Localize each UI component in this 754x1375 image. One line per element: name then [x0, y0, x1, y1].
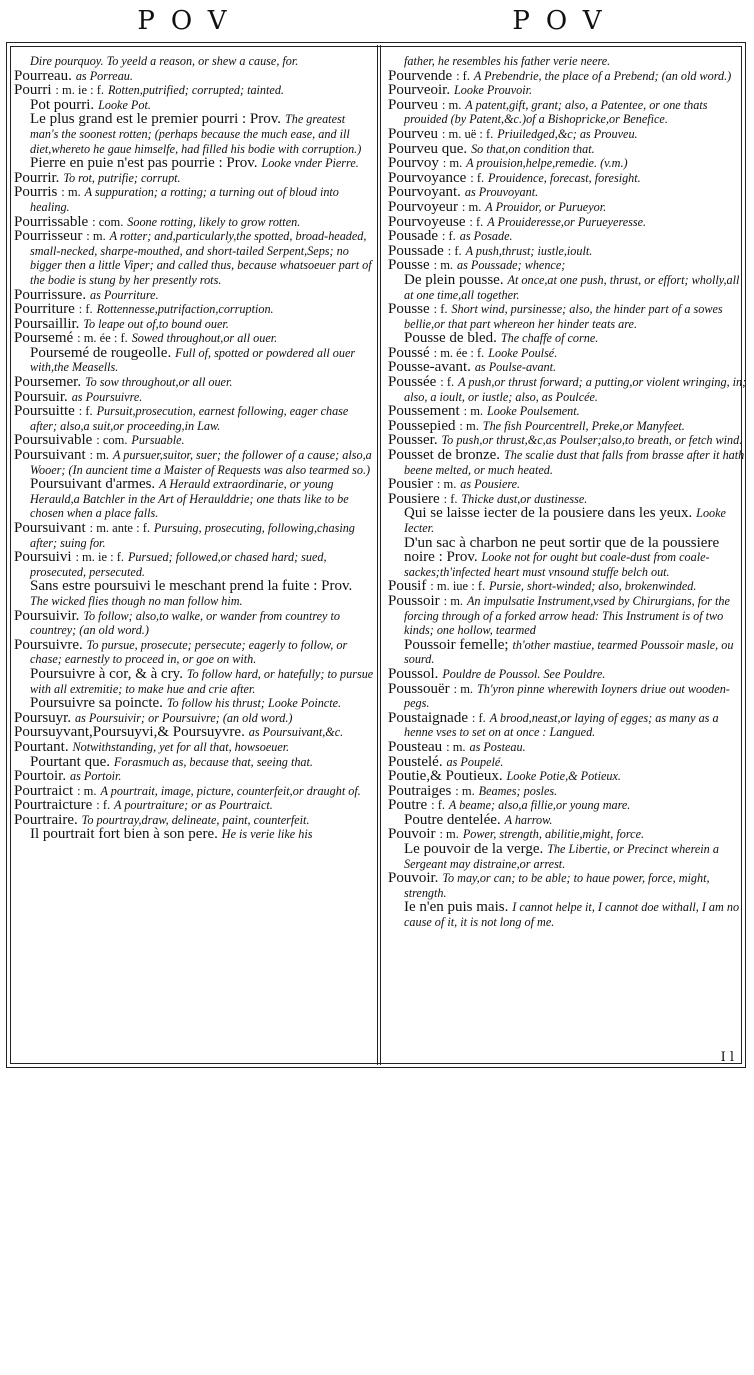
grammar-note: : f. [440, 375, 455, 390]
headword: Pourrissure. [14, 286, 87, 303]
dictionary-entry [388, 506, 748, 535]
headword: Pourriture [14, 301, 75, 318]
english-definition: The fish Pourcentrell, Preke,or Manyfeet. [482, 418, 685, 433]
english-definition: as Poupelé. [446, 754, 504, 769]
english-definition: Looke Pot. [98, 97, 151, 112]
grammar-note: : m. [436, 477, 457, 492]
english-definition: A Herauld extraordinarie, or young Herauld,a Batchler in the Art of Heraulddrie; one thats like to be chosen when a place falls. [30, 477, 349, 521]
headword: Poursuivable [14, 432, 93, 449]
dictionary-entry [388, 83, 748, 98]
dictionary-entry [388, 69, 748, 84]
headword: Pourveu [388, 96, 438, 113]
grammar-note: : m. uë : f. [441, 126, 494, 141]
dictionary-entry [388, 755, 748, 770]
english-definition: as Poursuivir; or Poursuivre; (an old word.) [75, 710, 293, 725]
grammar-note: : m. ie : f. [55, 83, 105, 98]
english-definition: th'other mastiue, tearmed Poussoir masle, ou sourd. [404, 637, 734, 667]
dictionary-entry [388, 258, 748, 273]
grammar-note: : f. [443, 491, 458, 506]
english-definition: To follow hard, or hatefully; to pursue with all extremitie; to make hue and crie after. [30, 666, 374, 696]
headword: Pourtraire. [14, 811, 78, 828]
english-definition: A Prouideresse,or Purueyeresse. [487, 214, 647, 229]
grammar-note: : m. [463, 404, 484, 419]
english-definition: To rot, putrifie; corrupt. [63, 170, 181, 185]
headword: Pourtant. [14, 738, 69, 755]
dictionary-entry [388, 477, 748, 492]
dictionary-entry [388, 98, 748, 127]
dictionary-entry [14, 769, 374, 784]
headword: Pourtraicture [14, 797, 93, 814]
grammar-note: : f. [470, 170, 485, 185]
dictionary-entry [14, 696, 374, 711]
headword: De plein pousse. [404, 271, 504, 288]
headword: Pousse [388, 301, 430, 318]
headword: Poussade [388, 242, 444, 259]
english-definition: as Prouvoyant. [464, 185, 539, 200]
headword: Poursuivre. [14, 636, 83, 653]
grammar-note: : m. ante : f. [89, 521, 150, 535]
english-definition: Looke vnder Pierre. [261, 156, 359, 171]
grammar-note: : m. [461, 199, 482, 214]
headword: Pourvoy [388, 155, 439, 172]
headword: Poutre dentelée. [404, 811, 501, 828]
dictionary-entry [14, 69, 374, 84]
dictionary-entry [388, 492, 748, 507]
grammar-note: : m. [61, 185, 81, 200]
english-definition: as Posteau. [469, 739, 526, 754]
english-definition: To sow throughout,or all ouer. [85, 375, 233, 390]
headword: Poursuivi [14, 549, 72, 566]
headword: Poutie,& Poutieux. [388, 768, 503, 785]
english-definition: Pursuable. [131, 433, 185, 448]
dictionary-entry [388, 375, 748, 404]
grammar-note: : m. ée : f. [77, 331, 128, 346]
headword: Pousade [388, 228, 438, 245]
dictionary-entry [14, 784, 374, 799]
dictionary-entry [14, 98, 374, 113]
english-definition: The Libertie, or Precinct wherein a Sergeant may distraine,or arrest. [404, 842, 719, 871]
dictionary-entry [14, 813, 374, 828]
grammar-note: : m. ée : f. [433, 345, 485, 360]
english-definition: Pursuit,prosecution, earnest following, eager chase after; also,a suit,or proceeding,in Law. [30, 404, 349, 433]
headword: Poursuivant [14, 520, 86, 536]
english-definition: A prouision,helpe,remedie. (v.m.) [466, 156, 628, 171]
headword: Pourrisseur [14, 228, 83, 245]
headword: Poussepied [388, 417, 456, 434]
english-definition: Pouldre de Poussol. See Pouldre. [442, 666, 606, 681]
dictionary-entry [388, 448, 748, 477]
grammar-note: : m. [455, 783, 475, 798]
grammar-note: : m. [453, 681, 474, 696]
headword: Pourrissable [14, 213, 89, 230]
headword: Le plus grand est le premier pourri : Prov. [30, 111, 282, 128]
headword: Pourvoyant. [388, 184, 461, 201]
headword: Pourri [14, 82, 52, 99]
headword: Poursuivant [14, 447, 86, 464]
dictionary-entry [388, 579, 748, 594]
headword: Pierre en puie n'est pas pourrie : Prov. [30, 155, 258, 172]
english-definition: A suppuration; a rotting; a turning out of bloud into healing. [30, 185, 339, 214]
headword: Poutraiges [388, 782, 452, 799]
dictionary-entry [14, 609, 374, 638]
dictionary-entry [388, 346, 748, 361]
grammar-note: : f. [78, 404, 93, 419]
headword: Pourvoyeur [388, 198, 458, 215]
grammar-note: : m. [433, 258, 454, 273]
dictionary-entry [388, 711, 748, 740]
headword: Pourvende [388, 67, 453, 84]
dictionary-entry [14, 185, 374, 214]
dictionary-entry [14, 638, 374, 667]
english-definition: Rottennesse,putrifaction,corruption. [96, 302, 274, 317]
headword: Poussoir [388, 592, 440, 609]
right-column [388, 54, 748, 1059]
english-definition: as Poursuivant,&c. [248, 725, 344, 740]
english-definition: He is verie like his [221, 827, 313, 842]
english-definition: A rotter; and,particularly,the spotted, broad-headed, small-necked, sharpe-mouthed, and short-tailed Serpent,Seps; no bigger then a little Viper; and called thus, because whatsoeuer part of the bodie is stung by her presently rots. [30, 229, 372, 287]
dictionary-entry [14, 667, 374, 696]
english-definition: To follow; also,to walke, or wander from countrey to countrey; (an old word.) [30, 608, 340, 638]
left-column [14, 54, 374, 1059]
dictionary-entry [388, 842, 748, 871]
headword: Pourvoyance [388, 169, 467, 186]
grammar-note: : f. [441, 229, 456, 244]
grammar-note: : m. [439, 827, 459, 842]
grammar-note: : f. [96, 798, 111, 813]
grammar-note: : f. [431, 798, 445, 813]
english-definition: as Posade. [459, 229, 513, 244]
dictionary-entry [388, 156, 748, 171]
english-definition: Looke Iecter. [404, 506, 726, 535]
dictionary-entry [14, 579, 374, 608]
grammar-note: : m. iue : f. [430, 579, 486, 594]
headword: Poussol. [388, 665, 439, 682]
headword: Pourveu que. [388, 140, 468, 157]
english-definition: To leape out of,to bound ouer. [83, 316, 229, 331]
dictionary-entry [14, 740, 374, 755]
english-definition: A brood,neast,or laying of egges; as many as a henne vses to set on at once : Langued. [404, 710, 719, 740]
headword: Poursuitte [14, 403, 75, 420]
headword: Pousser. [388, 432, 438, 449]
dictionary-entry [14, 390, 374, 405]
dictionary-entry [388, 740, 748, 755]
headword: Pot pourri. [30, 96, 95, 113]
dictionary-entry [388, 142, 748, 157]
grammar-note: : com. [96, 433, 128, 448]
english-definition: Looke Potie,& Potieux. [506, 769, 621, 784]
dictionary-entry [388, 404, 748, 419]
grammar-note: : m. [77, 783, 97, 798]
grammar-note: : f. [456, 68, 470, 83]
english-definition: Short wind, pursinesse; also, the hinder part of a sowes bellie,or that part whereon her hinder teats are. [404, 302, 723, 331]
grammar-note: : f. [447, 243, 462, 258]
headword: Ie n'en puis mais. [404, 899, 509, 916]
dictionary-entry [14, 288, 374, 303]
english-definition: To push,or thrust,&c,as Poulser;also,to breath, or fetch wind. [441, 433, 743, 448]
dictionary-entry [388, 215, 748, 230]
english-definition: Soone rotting, likely to grow rotten. [127, 214, 301, 229]
grammar-note: : m. ie : f. [75, 550, 125, 565]
dictionary-entry [388, 229, 748, 244]
dictionary-entry [14, 477, 374, 521]
dictionary-entry [388, 769, 748, 784]
dictionary-entry [388, 827, 748, 842]
grammar-note: : m. [442, 156, 463, 171]
grammar-note: : m. [443, 593, 464, 608]
english-definition: A push,or thrust forward; a putting,or violent wringing, in; also, a ioult, or iustle; also, as Poulcée. [404, 375, 747, 404]
dictionary-entry [14, 827, 374, 842]
dictionary-entry [388, 360, 748, 375]
dictionary-entry [388, 200, 748, 215]
grammar-note: : com. [92, 214, 124, 229]
english-definition: Pursie, short-winded; also, brokenwinded. [489, 579, 697, 594]
english-definition: Dire pourquoy. To yeeld a reason, or shew a cause, for. [30, 54, 299, 68]
dictionary-entry [14, 725, 374, 740]
grammar-note: : f. [433, 302, 448, 317]
dictionary-entry [14, 171, 374, 186]
headword: Poutre [388, 797, 428, 814]
headword: Pourtant que. [30, 753, 110, 770]
english-definition: A push,thrust; iustle,ioult. [465, 243, 593, 258]
headword: Poursaillir. [14, 315, 80, 332]
english-definition: Rotten,putrified; corrupted; tainted. [107, 83, 284, 98]
headword: Pouvoir. [388, 870, 439, 887]
headword: Poursemé [14, 330, 74, 347]
headword: Poursemé de rougeolle. [30, 344, 172, 361]
dictionary-entry [14, 798, 374, 813]
english-definition: Th'yron pinne wherewith Ioyners driue out wooden-pegs. [404, 681, 730, 711]
headword: Pourvoyeuse [388, 213, 466, 230]
english-definition: A pourtraiture; or as Pourtraict. [114, 798, 273, 813]
headword: Pourrir. [14, 169, 60, 186]
grammar-note: : m. [441, 97, 462, 112]
english-definition: A pourtrait, image, picture, counterfeit,or draught of. [100, 783, 361, 798]
english-definition: as Pourriture. [90, 287, 159, 302]
dictionary-entry [14, 302, 374, 317]
headword: Poursuyr. [14, 709, 72, 726]
dictionary-entry [14, 215, 374, 230]
headword: Poursuivant d'armes. [30, 476, 156, 493]
dictionary-entry [388, 273, 748, 302]
english-definition: A harrow. [504, 812, 553, 827]
dictionary-entry [388, 871, 748, 900]
dictionary-entry [388, 419, 748, 434]
english-definition: father, he resembles his father verie neere. [404, 54, 611, 68]
english-definition: Looke Prouvoir. [454, 83, 533, 98]
dictionary-entry [14, 83, 374, 98]
dictionary-entry [388, 900, 748, 929]
dictionary-entry [14, 755, 374, 770]
english-definition: I cannot helpe it, I cannot doe withall, I am no cause of it, it is not long of me. [404, 900, 740, 930]
headword: Poussement [388, 403, 460, 420]
headword: Pouvoir [388, 826, 436, 843]
dictionary-entry [14, 112, 374, 156]
dictionary-entry [388, 244, 748, 259]
headword: Pourtraict [14, 782, 74, 799]
headword: Poussouër [388, 680, 450, 697]
headword: Pousiere [388, 490, 440, 507]
dictionary-entry [388, 594, 748, 638]
english-definition: as Porreau. [75, 68, 133, 83]
english-definition: Sowed throughout,or all ouer. [131, 331, 278, 346]
headword: Poursemer. [14, 374, 82, 391]
grammar-note: : m. [89, 448, 110, 463]
dictionary-entry [388, 784, 748, 799]
english-definition: The scalie dust that falls from brasse after it hath beene melted, or much heated. [404, 448, 745, 477]
english-definition: as Poulse-avant. [474, 360, 557, 375]
dictionary-entry [388, 667, 748, 682]
english-definition: To follow his thrust; Looke Poincte. [166, 696, 342, 711]
headword: Pourveu [388, 125, 438, 142]
english-definition: A pursuer,suitor, suer; the follower of a cause; also,a Wooer; (In auncient time a Maister of Requests was also tearmed so.) [30, 448, 372, 477]
dictionary-entry [388, 185, 748, 200]
english-definition: as Pousiere. [460, 477, 521, 492]
english-definition: So that,on condition that. [471, 141, 595, 156]
dictionary-entry [14, 404, 374, 433]
headword: Pousse [388, 257, 430, 274]
dictionary-entry [14, 448, 374, 477]
english-definition: A Prebendrie, the place of a Prebend; (an old word.) [473, 68, 732, 83]
english-definition: Forasmuch as, because that, seeing that. [113, 754, 313, 769]
english-definition: Power, strength, abilitie,might, force. [462, 827, 645, 842]
headword: Poustelé. [388, 753, 443, 770]
headword: Poursuir. [14, 388, 68, 405]
headword: Poursuivre sa poincte. [30, 695, 163, 712]
headword: Pousteau [388, 738, 443, 755]
headword: Poursuivre à cor, & à cry. [30, 665, 183, 682]
headword: Poursuyvant,Poursuyvi,& Poursuyvre. [14, 724, 245, 741]
headword: Pousier [388, 476, 433, 493]
english-definition: as Portoir. [70, 769, 122, 784]
english-definition: The greatest man's the soonest rotten; (perhaps because the much ease, and ill diet,whereto he gaue himselfe, had filled his bodie with corruption.) [30, 112, 362, 156]
english-definition: Beames; posles. [478, 783, 558, 798]
dictionary-entry [14, 375, 374, 390]
dictionary-entry [14, 711, 374, 726]
english-definition: To pursue, prosecute; persecute; eagerly to follow, or chase; earnestly to proceed in, or goe on with. [30, 637, 348, 667]
english-definition: Pursuing, prosecuting, following,chasing after; suing for. [30, 521, 355, 550]
dictionary-entry [388, 536, 748, 580]
dictionary-entry [388, 331, 748, 346]
english-definition: Looke Poulsement. [486, 404, 580, 419]
dictionary-entry [14, 550, 374, 579]
english-definition: The wicked flies though no man follow him. [30, 593, 243, 608]
grammar-note: : f. [469, 214, 484, 229]
english-definition: Notwithstanding, yet for all that, howsoeuer. [72, 739, 290, 754]
dictionary-entry [14, 54, 374, 69]
headword: Pousse de bled. [404, 330, 497, 347]
dictionary-entry [388, 127, 748, 142]
grammar-note: : f. [471, 710, 486, 725]
dictionary-entry [388, 813, 748, 828]
english-definition: A beame; also,a fillie,or young mare. [448, 798, 631, 813]
english-definition: as Poussade; whence; [456, 258, 566, 273]
english-definition: The chaffe of corne. [500, 331, 599, 346]
english-definition: To may,or can; to be able; to haue power, force, might, strength. [404, 871, 710, 900]
headword: Pourreau. [14, 67, 72, 84]
running-head-left: POV [137, 6, 243, 36]
column-divider [377, 45, 381, 1065]
english-definition: Full of, spotted or powdered all ouer with,the Measells. [30, 345, 356, 375]
dictionary-entry [14, 156, 374, 171]
dictionary-entry [14, 317, 374, 332]
dictionary-entry [14, 331, 374, 346]
headword: Poustaignade [388, 709, 468, 726]
headword: Pousset de bronze. [388, 447, 501, 464]
dictionary-entry [388, 682, 748, 711]
headword: Le pouvoir de la verge. [404, 841, 544, 858]
headword: Pourris [14, 184, 58, 201]
headword: Qui se laisse iecter de la pousiere dans les yeux. [404, 505, 693, 522]
dictionary-entry [14, 521, 374, 550]
dictionary-entry [388, 54, 748, 69]
english-definition: as Poursuivre. [71, 389, 143, 404]
dictionary-entry [388, 433, 748, 448]
english-definition: To pourtray,draw, delineate, paint, counterfeit. [81, 812, 310, 827]
headword: Poussoir femelle; [404, 636, 509, 653]
dictionary-entry [388, 638, 748, 667]
dictionary-entry [14, 229, 374, 287]
english-definition: A Prouidor, or Purueyor. [485, 199, 607, 214]
headword: D'un sac à charbon ne peut sortir que de la poussiere noire : Prov. [404, 534, 720, 566]
headword: Pousse-avant. [388, 359, 471, 376]
catchword: I l [720, 1050, 734, 1065]
english-definition: Pursued; followed,or chased hard; sued, prosecuted, persecuted. [30, 550, 327, 579]
english-definition: Prouidence, forecast, foresight. [488, 170, 641, 185]
headword: Poussé [388, 344, 430, 361]
english-definition: Thicke dust,or dustinesse. [461, 491, 588, 506]
headword: Sans estre poursuivi le meschant prend la fuite : Prov. [30, 578, 353, 595]
grammar-note: : m. [459, 418, 479, 433]
english-definition: Priuiledged,&c; as Prouveu. [497, 126, 638, 141]
english-definition: Looke Poulsé. [488, 345, 558, 360]
headword: Poussée [388, 374, 437, 391]
dictionary-entry [388, 302, 748, 331]
dictionary-entry [14, 433, 374, 448]
grammar-note: : m. [86, 229, 106, 244]
grammar-note: : f. [78, 302, 93, 317]
english-definition: An impulsatie Instrument,vsed by Chirurgians, for the forcing through of a forked arrow head: This Instrument is of two kinds; one hollow, tearmed [404, 593, 730, 638]
dictionary-entry [388, 798, 748, 813]
headword: Pourtoir. [14, 768, 67, 785]
dictionary-entry [388, 171, 748, 186]
dictionary-entry [14, 346, 374, 375]
english-definition: Looke not for ought but coale-dust from coale-sackes;th'infected heart must vnsound stuffe belch out. [404, 550, 710, 579]
english-definition: A patent,gift, grant; also, a Patentee, or one thats prouided (by Patent,&c.)of a Bishopricke,or Benefice. [404, 97, 708, 127]
headword: Poursuivir. [14, 607, 80, 624]
headword: Pousif [388, 578, 427, 595]
english-definition: At once,at one push, thrust, or effort; wholly,all at one time,all together. [404, 272, 740, 302]
running-head-right: POV [512, 6, 618, 36]
grammar-note: : m. [446, 739, 466, 754]
headword: Il pourtrait fort bien à son pere. [30, 826, 218, 843]
headword: Pourveoir. [388, 82, 451, 99]
